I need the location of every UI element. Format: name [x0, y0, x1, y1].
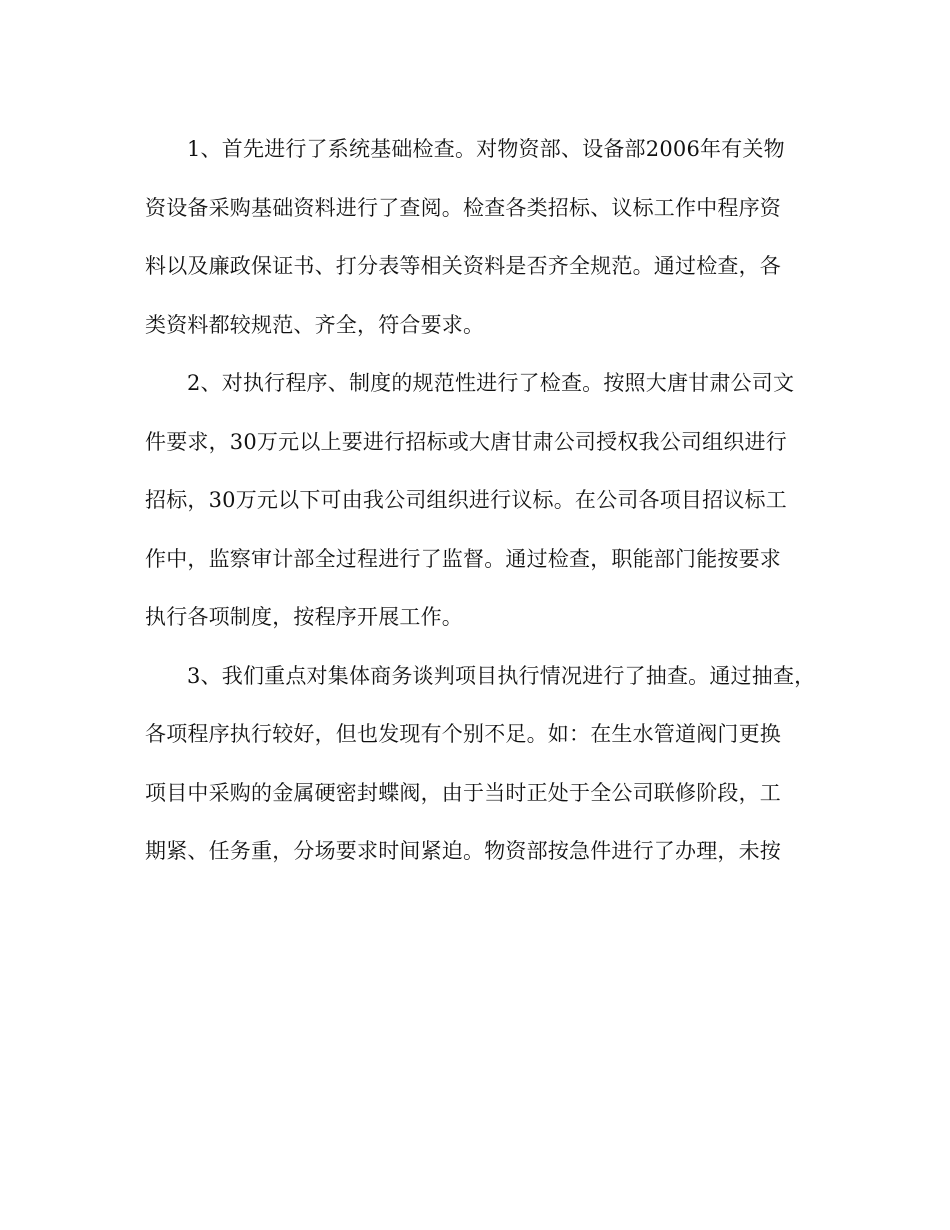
paragraph-line: 项目中采购的金属硬密封蝶阀，由于当时正处于全公司联修阶段，工	[145, 780, 781, 805]
paragraph-line: 料以及廉政保证书、打分表等相关资料是否齐全规范。通过检查，各	[145, 254, 781, 278]
paragraph-line: 招标，30万元以下可由我公司组织进行议标。在公司各项目招议标工	[145, 488, 787, 512]
paragraph-line: 期紧、任务重，分场要求时间紧迫。物资部按急件进行了办理，未按	[145, 839, 781, 863]
paragraph-line: 件要求，30万元以上要进行招标或大唐甘肃公司授权我公司组织进行	[145, 429, 787, 454]
paragraph-line: 作中，监察审计部全过程进行了监督。通过检查，职能部门能按要求	[145, 546, 781, 571]
paragraph-3	[145, 647, 816, 881]
paragraph-2	[145, 354, 805, 647]
paragraph-line: 类资料都较规范、齐全，符合要求。	[145, 312, 485, 337]
paragraph-line: 资设备采购基础资料进行了查阅。检查各类招标、议标工作中程序资	[145, 195, 781, 220]
paragraph-1	[145, 120, 805, 354]
document-body	[145, 120, 816, 881]
paragraph-line: 1、首先进行了系统基础检查。对物资部、设备部2006年有关物	[187, 137, 785, 161]
paragraph-line: 执行各项制度，按程序开展工作。	[145, 605, 463, 629]
paragraph-line: 3、我们重点对集体商务谈判项目执行情况进行了抽查。通过抽查，	[187, 663, 816, 688]
paragraph-line: 2、对执行程序、制度的规范性进行了检查。按照大唐甘肃公司文	[187, 371, 795, 395]
paragraph-line: 各项程序执行较好，但也发现有个别不足。如：在生水管道阀门更换	[145, 722, 781, 746]
